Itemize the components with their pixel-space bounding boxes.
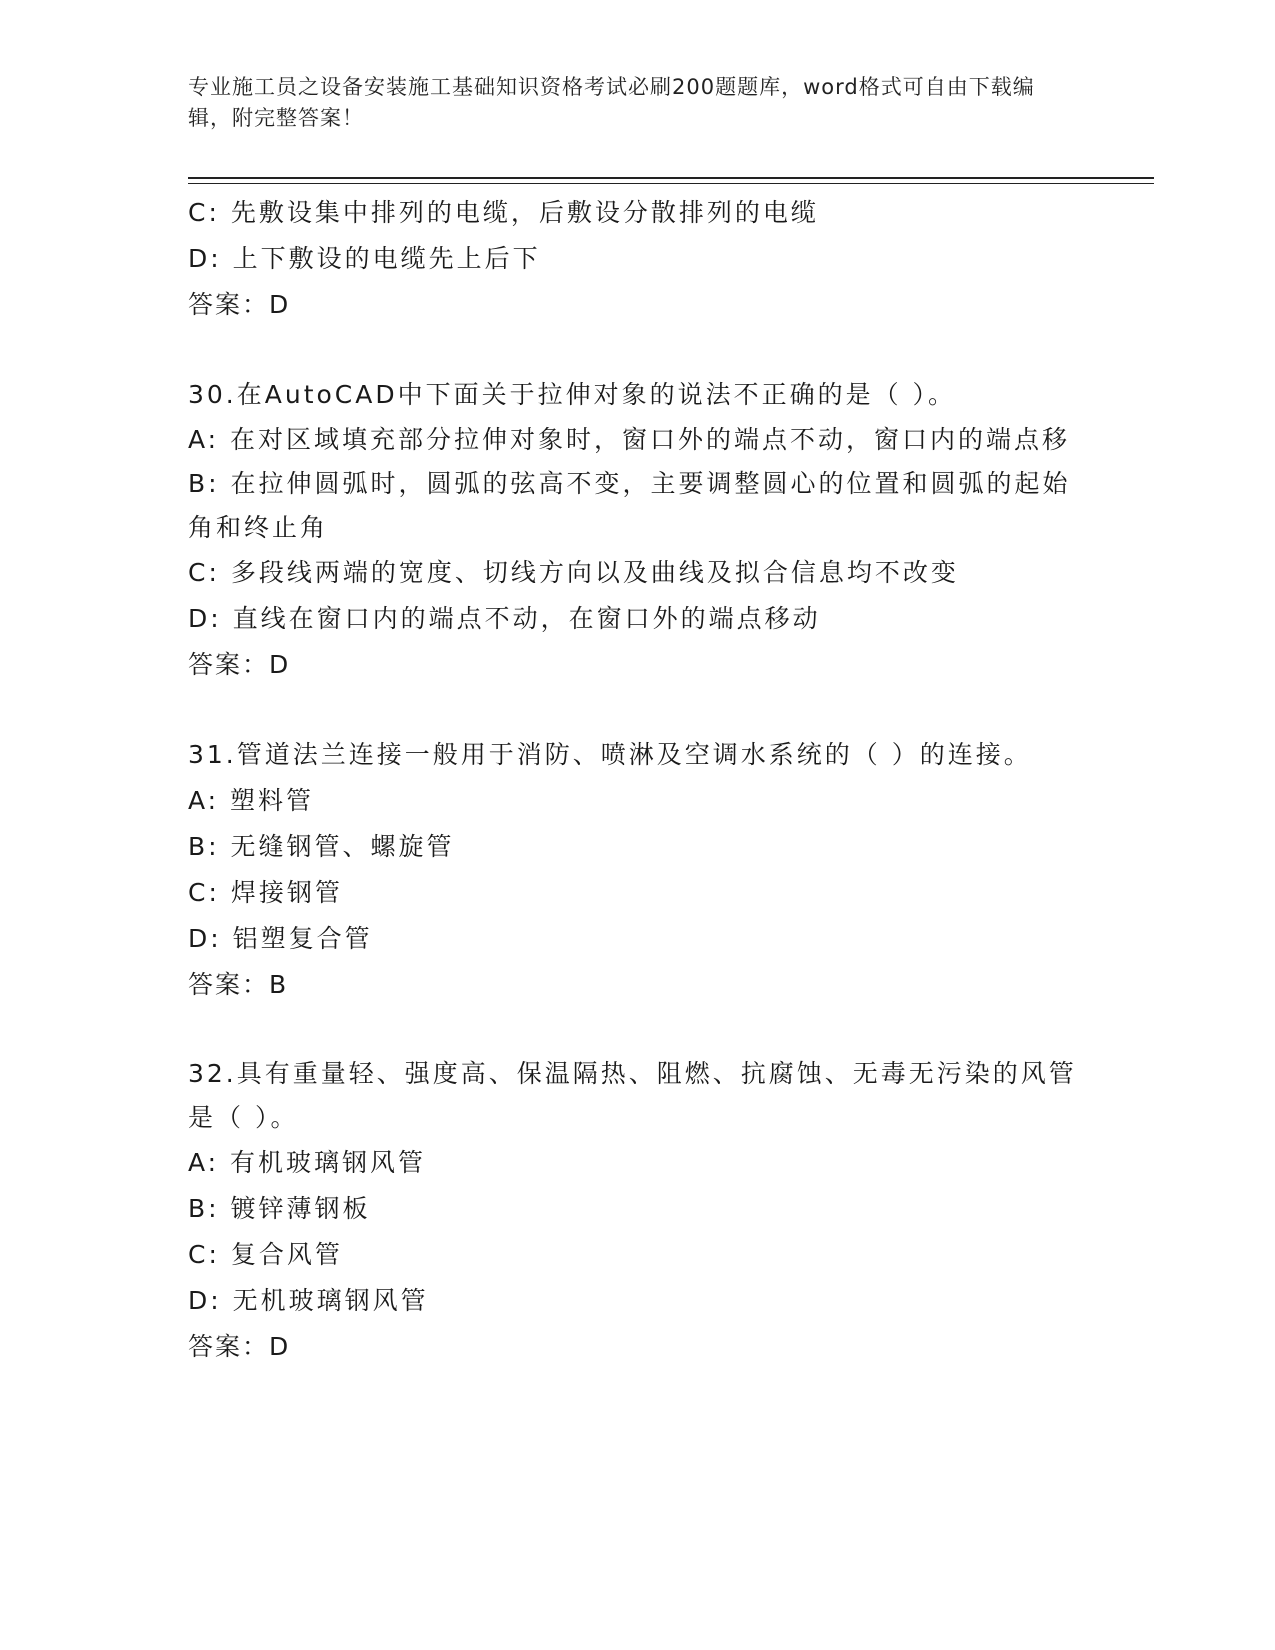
option-b: B: 无缝钢管、螺旋管 <box>188 832 455 861</box>
question-30 <box>188 372 1088 688</box>
option-b: B: 镀锌薄钢板 <box>188 1194 371 1223</box>
option-b: B: 在拉伸圆弧时，圆弧的弦高不变，主要调整圆心的位置和圆弧的起始角和终止角 <box>188 469 1071 542</box>
option-d: D: 直线在窗口内的端点不动，在窗口外的端点移动 <box>188 604 821 633</box>
answer: 答案：D <box>188 290 291 319</box>
question-31 <box>188 732 1088 1008</box>
question-stem: 32.具有重量轻、强度高、保温隔热、阻燃、抗腐蚀、无毒无污染的风管是（ ）。 <box>188 1059 1077 1132</box>
spacer <box>188 328 1088 372</box>
question-stem: 31.管道法兰连接一般用于消防、喷淋及空调水系统的（ ）的连接。 <box>188 740 1032 769</box>
option-d: D: 无机玻璃钢风管 <box>188 1286 429 1315</box>
option-a: A: 有机玻璃钢风管 <box>188 1148 427 1177</box>
header-rule-thick <box>188 177 1154 179</box>
option-c: C: 复合风管 <box>188 1240 343 1269</box>
answer: 答案：B <box>188 970 289 999</box>
header-rule-thin <box>188 183 1154 184</box>
spacer <box>188 1008 1088 1052</box>
continued-question <box>188 190 1088 328</box>
option-d: D: 上下敷设的电缆先上后下 <box>188 244 541 273</box>
answer: 答案：D <box>188 650 291 679</box>
spacer <box>188 688 1088 732</box>
option-d: D: 铝塑复合管 <box>188 924 373 953</box>
question-32 <box>188 1052 1088 1370</box>
option-c: C: 多段线两端的宽度、切线方向以及曲线及拟合信息均不改变 <box>188 558 959 587</box>
question-stem: 30.在AutoCAD中下面关于拉伸对象的说法不正确的是（ ）。 <box>188 380 957 409</box>
option-c: C: 焊接钢管 <box>188 878 343 907</box>
document-body <box>188 190 1088 1370</box>
option-c: C: 先敷设集中排列的电缆，后敷设分散排列的电缆 <box>188 198 819 227</box>
document-header: 专业施工员之设备安装施工基础知识资格考试必刷200题题库，word格式可自由下载编辑，附完整答案！ <box>188 75 1035 130</box>
option-a: A: 塑料管 <box>188 786 315 815</box>
option-a: A: 在对区域填充部分拉伸对象时，窗口外的端点不动，窗口内的端点移 <box>188 425 1071 454</box>
answer: 答案：D <box>188 1332 291 1361</box>
